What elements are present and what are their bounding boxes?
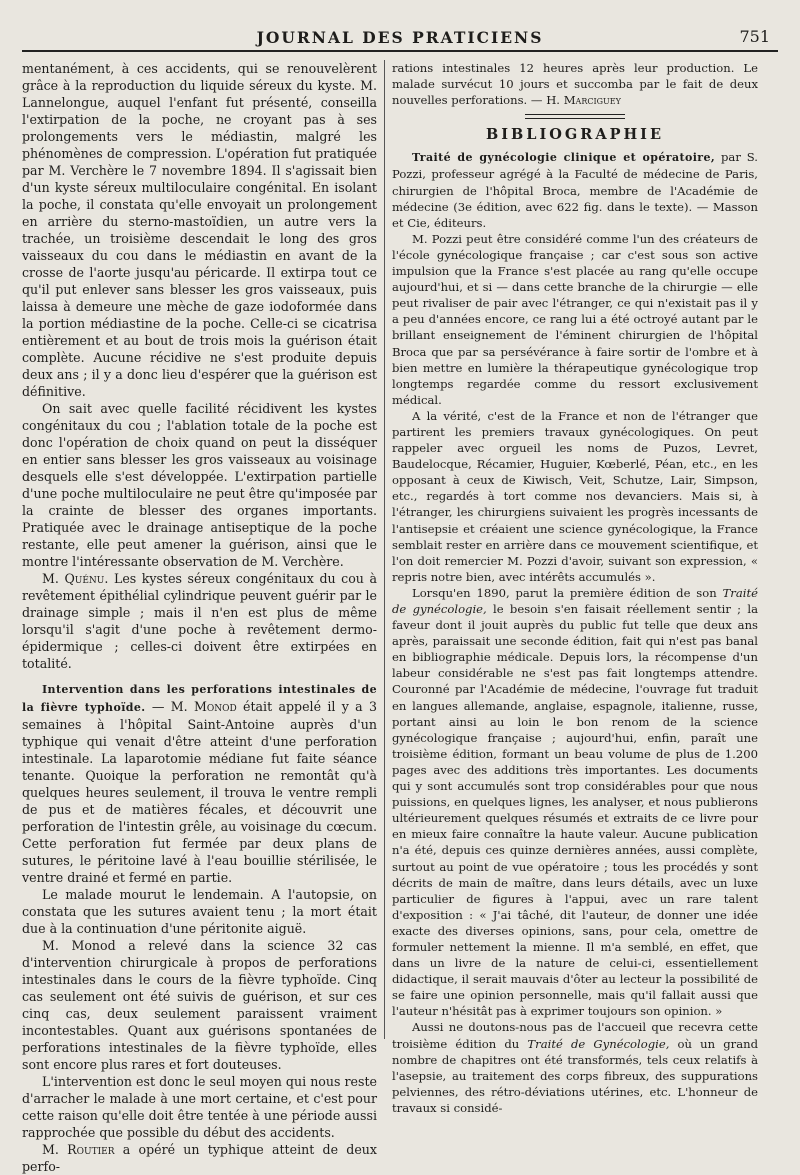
- section-heading: Intervention dans les perforations intestinales de la fièvre typhoïde.: [22, 683, 377, 714]
- paragraph: [22, 570, 377, 672]
- section-paragraph: [22, 680, 377, 886]
- paragraph: [392, 585, 758, 1020]
- column-divider: [384, 60, 385, 1039]
- paragraph: [22, 1141, 377, 1175]
- paragraph: [392, 1019, 758, 1116]
- paragraph-text: Les kystes séreux congénitaux du cou à revêtement épithélial cylindrique peuvent guérir par le drainage simple ; mais il n'en est plus de même lorsqu'il s'agit d'une poche à revêtement dermo-épidermique ; celles-ci doivent être extirpées en totalité.: [22, 571, 377, 671]
- bibliography-heading: BIBLIOGRAPHIE: [485, 126, 665, 144]
- book-title-italic: Traité de Gynécologie,: [527, 1036, 670, 1051]
- paragraph-text: Aussi ne doutons-nous pas de l'accueil que recevra cette troisième édition du: [392, 1020, 758, 1051]
- paragraph-text: par S. Pozzi, professeur agrégé à la Faculté de médecine de Paris, chirurgien de l'hôpital Broca, membre de l'Académie de médecine (3e édition, avec 622 fig. dans le texte). — Masson et Cie, éditeurs.: [392, 150, 758, 230]
- paragraph-text: le besoin s'en faisait réellement sentir ; la faveur dont il jouit auprès du public fut telle que deux ans après, paraissait une seconde édition, fait qui n'est pas banal en bibliographie médicale. Depuis lors, la récompense d'un labeur considérable ne s'est pas fait longtemps attendre. Couronné par l'Académie de médecine, l'ouvrage fut traduit en langues allemande, anglaise, espagnole, italienne, russe, portant ainsi au loin le bon renom de la science gynécologique française ; aujourd'hui, enfin, paraît une troisième édition, formant un beau volume de plus de 1.200 pages avec des additions très importantes. Les documents qui y sont accumulés sont trop considérables pour que nous puissions, en quelques lignes, les analyser, et nous publierons ultérieurement quelques résumés et extraits de ce livre pour en mieux faire connaître la haute valeur. Aucune publication n'a été, depuis ces quinze dernières années, aussi complète, surtout au point de vue opératoire ; tous les procédés y sont décrits de main de maître, dans leurs détails, avec un luxe particulier de figures à l'appui, avec un rare talent d'exposition : « J'ai tâché, dit l'auteur, de donner une idée exacte des diverses opinions, sans, pour cela, omettre de formuler nettement la mienne. Il m'a semblé, en effet, que dans un livre de la nature de celui-ci, essentiellement didactique, il serait mauvais d'ôter au lecteur la possibilité de se faire une opinion personnelle, mais qu'il fallait aussi que l'auteur n'hésitât pas à exprimer toujours son opinion. »: [392, 602, 758, 1019]
- section-rule: [525, 114, 625, 119]
- paragraph-text: était appelé il y a 3 semaines à l'hôpital Saint-Antoine auprès d'un typhique qui venait d'être atteint d'une perforation intestinale. La laparotomie médiane fut faite séance tenante. Quoique la perforation ne remontât qu'à quelques heures seulement, il trouva le ventre rempli de pus et de matières fécales, et découvrit une perforation de l'intestin grêle, au voisinage du cœcum. Cette perforation fut fermée par deux plans de sutures, le péritoine lavé à l'eau bouillie stérilisée, le ventre drainé et fermé en partie.: [22, 699, 377, 885]
- signature: Marciguey: [563, 93, 621, 108]
- paragraph: M. Pozzi peut être considéré comme l'un des créateurs de l'école gynécologique française ; car c'est sous son active impulsion que la France s'est placée au rang qu'elle occupe aujourd'hui, et si — dans cette branche de la chirurgie — elle peut rivaliser de pair avec l'étranger, ce qui n'existait pas il y a peu d'années encore, ce rang lui a été octroyé autant par le brillant enseignement de l'éminent chirurgien de l'hôpital Broca que par sa persévérance à faire sortir de l'ombre et à bien mettre en lumière la thérapeutique gynécologique trop longtemps regardée comme du ressort exclusivement médical.: [392, 231, 758, 407]
- author-name: M. Quénu.: [42, 571, 109, 586]
- author-name: Monod: [193, 699, 237, 714]
- paragraph-text: M.: [42, 1142, 68, 1157]
- author-name: Routier: [67, 1142, 115, 1157]
- paragraph-text: Lorsqu'en 1890, parut la première édition de son: [412, 585, 723, 600]
- paragraph-text: — M.: [145, 699, 194, 714]
- paragraph: mentanément, à ces accidents, qui se renouvelèrent grâce à la reproduction du liquide séreux du kyste. M. Lannelongue, auquel l'enfant fut présenté, conseilla l'extirpation de la poche, ne croyant pas à ses prolongements vers le médiastin, malgré les phénomènes de compression. L'opération fut pratiquée par M. Verchère le 7 novembre 1894. Il s'agissait bien d'un kyste séreux multiloculaire congénital. En isolant la poche, il constata qu'elle envoyait un prolongement en arrière du sterno-mastoïdien, un autre vers la trachée, un troisième descendait le long des gros vaisseaux du cou dans le médiastin en avant de la crosse de l'aorte jusqu'au péricarde. Il extirpa tout ce qu'il put enlever sans blesser les gros vaisseaux, puis laissa à demeure une mèche de gaze iodoformée dans la portion médiastine de la poche. Celle-ci se cicatrisa entièrement et au bout de trois mois la guérison était complète. Aucune récidive ne s'est produite depuis deux ans ; il y a donc lieu d'espérer que la guérison est définitive.: [22, 61, 377, 399]
- header-rule: [22, 50, 778, 52]
- paragraph-text: a opéré un typhique atteint de deux perfo-: [22, 1142, 377, 1174]
- paragraph: Le malade mourut le lendemain. A l'autopsie, on constata que les sutures avaient tenu ; la mort était due à la continuation d'une péritonite aiguë.: [22, 887, 377, 936]
- paragraph: L'intervention est donc le seul moyen qui nous reste d'arracher le malade à une mort certaine, et c'est pour cette raison qu'elle doit être tentée à une période aussi rapprochée que possible du début des accidents.: [22, 1074, 377, 1140]
- book-title: Traité de gynécologie clinique et opératoire,: [412, 151, 716, 165]
- page-header: [22, 22, 778, 48]
- paragraph: [392, 60, 758, 108]
- paragraph-text: rations intestinales 12 heures après leur production. Le malade survécut 10 jours et succomba par le fait de deux nouvelles perforations. — H.: [392, 61, 758, 108]
- paragraph: M. Monod a relevé dans la science 32 cas d'intervention chirurgicale à propos de perforations intestinales dans le cours de la fièvre typhoïde. Cinq cas seulement ont été suivis de guérison, et sur ces cinq cas, deux seulement paraissent vraiment incontestables. Quant aux guérisons spontanées de perforations intestinales de la fièvre typhoïde, elles sont encore plus rares et fort douteuses.: [22, 938, 377, 1072]
- left-column: [22, 60, 377, 1174]
- paragraph: A la vérité, c'est de la France et non de l'étranger que partirent les premiers travaux gynécologiques. On peut rappeler avec orgueil les noms de Puzos, Levret, Baudelocque, Récamier, Huguier, Kœberlé, Péan, etc., en les opposant à ceux de Kiwisch, Veit, Schutze, Lair, Simpson, etc., regardés à tort comme nos devanciers. Mais si, à l'étranger, les chirurgiens suivaient les progrès incessants de l'antisepsie et créaient une science gynécologique, la France semblait rester en arrière dans ce mouvement scientifique, et l'on doit remercier M. Pozzi d'avoir, suivant son expression, « repris notre bien, avec intérêts accumulés ».: [392, 408, 758, 584]
- page-number: 751: [739, 27, 770, 46]
- book-entry: [392, 149, 758, 230]
- journal-title: JOURNAL DES PRATICIENS: [256, 28, 544, 47]
- book-title-italic: Traité de gynécologie,: [392, 585, 758, 616]
- right-column: [392, 60, 759, 1115]
- paragraph: On sait avec quelle facilité récidivent les kystes congénitaux du cou ; l'ablation totale de la poche est donc l'opération de choix quand on peut la disséquer en entier sans blesser les gros vaisseaux au voisinage desquels elle s'est développée. L'extirpation partielle d'une poche multiloculaire ne peut être qu'imposée par la crainte de blesser des organes importants. Pratiquée avec le drainage antiseptique de la poche restante, elle peut amener la guérison, ainsi que le montre l'intéressante observation de M. Verchère.: [22, 401, 377, 569]
- paragraph-text: où un grand nombre de chapitres ont été transformés, tels ceux relatifs à l'asepsie, au traitement des corps fibreux, des suppurations pelviennes, des rétro-déviations utérines, etc. L'honneur de travaux si considé-: [392, 1036, 759, 1115]
